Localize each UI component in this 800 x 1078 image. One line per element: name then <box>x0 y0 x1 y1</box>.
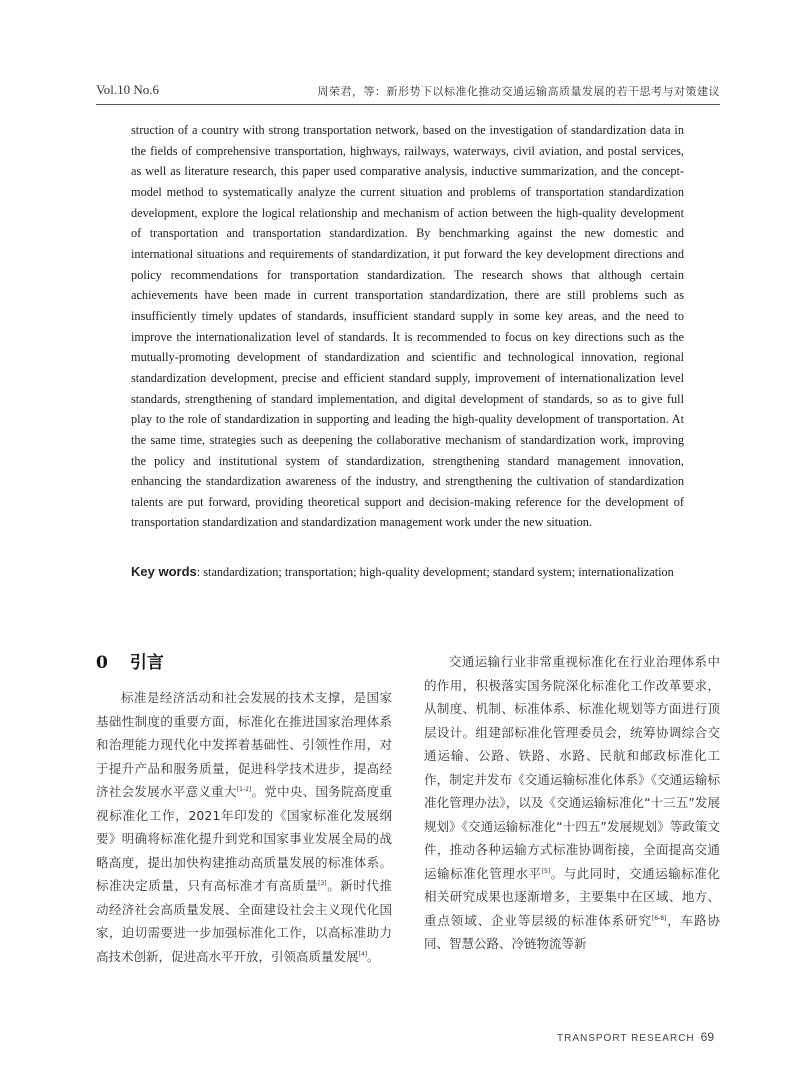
text-run: 标准是经济活动和社会发展的技术支撑，是国家基础性制度的重要方面，标准化在推进国家治理体系和治理能力现代化中发挥着基础性、引领性作用，对于提升产品和服务质量，促进科学技术进步，提高经济社会发展水平意义重大 <box>96 690 392 799</box>
text-run: 。与此同时，交通运输标准化相关研究成果也逐渐增多，主要集中在区域、地方、重点领域、企业等层级的标准体系研究 <box>424 865 720 928</box>
left-column <box>96 650 392 968</box>
paragraph <box>424 650 720 956</box>
keywords <box>131 561 684 583</box>
page-number: 69 <box>700 1030 714 1044</box>
text-run: ，车路协同、智慧公路、冷链物流等新 <box>424 912 720 951</box>
keywords-label: Key words <box>131 564 197 579</box>
footer-journal: TRANSPORT RESEARCH <box>556 1033 695 1044</box>
citation: [5] <box>541 867 551 875</box>
running-header <box>96 80 720 105</box>
section-heading <box>96 650 392 678</box>
text-run: 。新时代推动经济社会高质量发展、全面建设社会主义现代化国家，迫切需要进一步加强标准化工作，以高标准助力高技术创新，促进高水平开放，引领高质量发展 <box>96 878 392 964</box>
section-title: 引言 <box>129 653 164 673</box>
running-title: 周荣君，等：新形势下以标准化推动交通运输高质量发展的若干思考与对策建议 <box>317 85 720 98</box>
citation: [1-2] <box>236 785 252 793</box>
citation: [3] <box>318 879 327 887</box>
abstract-text: struction of a country with strong transportation network, based on the investigation of standardization data in the fields of comprehensive transportation, highways, railways, waterways, civil aviation, and postal services, as well as literature research, this paper used comparative analysis, inductive summarization, and the concept-model method to systematically analyze the current situation and problems of transportation standardization development, explore the logical relationship and mechanism of action between the high-quality development of transportation and transportation standardization. By benchmarking against the new domestic and international situations and requirements of standardization, it put forward the key development directions and policy recommendations for transportation standardization. The research shows that although certain achievements have been made in current transportation standardization, there are still problems such as insufficiently timely updates of standards, insufficient standard supply in some key areas, and the need to improve the internationalization level of standards. It is recommended to focus on key directions such as the mutually-promoting development of standardization and scientific and technological innovation, regional standardization development, precise and efficient standard supply, improvement of internationalization level standards, strengthening of standard implementation, and digital development of standards, so as to give full play to the role of standardization in supporting and leading the high-quality development of transportation. At the same time, strategies such as deepening the collaborative mechanism of standardization work, improving the policy and institutional system of standardization, strengthening standard management innovation, enhancing the standardization awareness of the industry, and strengthening the cultivation of standardization talents are put forward, providing theoretical support and decision-making reference for the development of transportation standardization and standardization management work under the new situation. <box>131 123 684 530</box>
right-column <box>424 650 720 956</box>
citation: [6-8] <box>651 914 667 922</box>
paragraph <box>96 686 392 968</box>
page-footer <box>557 1030 714 1044</box>
section-number: 0 <box>96 653 108 673</box>
text-run: 。党中央、国务院高度重视标准化工作，2021年印发的《国家标准化发展纲要》明确将标准化提升到党和国家事业发展全局的战略高度，提出加快构建推动高质量发展的标准体系。标准决定质量，只有高标准才有高质量 <box>96 784 392 893</box>
text-run: 交通运输行业非常重视标准化在行业治理体系中的作用，积极落实国务院深化标准化工作改革要求，从制度、机制、标准体系、标准化规划等方面进行顶层设计。组建部标准化管理委员会，统筹协调综合交通运输、公路、铁路、水路、民航和邮政标准化工作，制定并发布《交通运输标准化体系》《交通运输标准化管理办法》，以及《交通运输标准化“十三五”发展规划》《交通运输标准化“十四五”发展规划》等政策文件，推动各种运输方式标准协调衔接，全面提高交通运输标准化管理水平 <box>424 654 720 881</box>
text-run: 。 <box>367 948 380 964</box>
journal-volume: Vol.10 No.6 <box>96 82 159 97</box>
keywords-text: : standardization; transportation; high-quality development; standard system; internationalization <box>196 565 674 579</box>
citation: [4] <box>358 950 368 958</box>
abstract-body <box>131 120 684 533</box>
